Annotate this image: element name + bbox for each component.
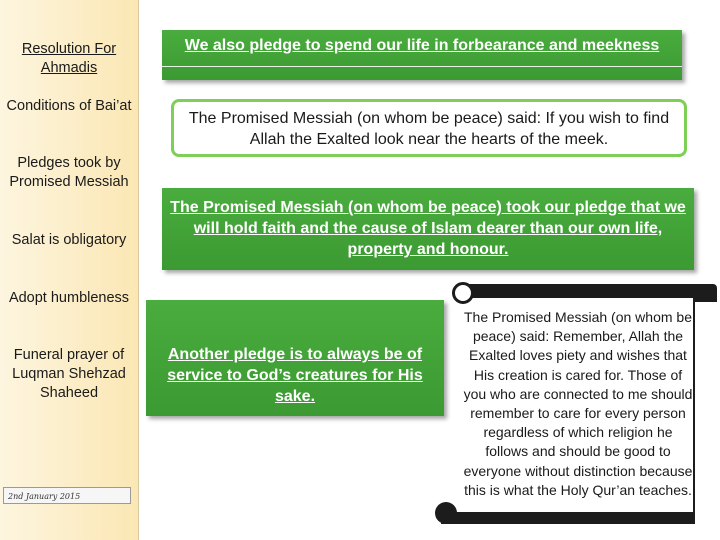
sidebar-item-humbleness[interactable]	[0, 289, 138, 308]
pledge-meekness-text: We also pledge to spend our life in forbearance and meekness	[184, 37, 660, 54]
scroll-paper	[457, 298, 695, 524]
scroll-curl-icon	[435, 502, 457, 524]
sidebar-item-resolution[interactable]	[0, 40, 138, 78]
date-label: 2nd January 2015	[3, 487, 131, 504]
sidebar-item-funeral[interactable]	[0, 346, 138, 403]
sidebar-item-label: Resolution For Ahmadis	[21, 41, 117, 76]
sidebar-item-conditions[interactable]	[0, 97, 138, 116]
service-pledge-text: Another pledge is to always be of service to God’s creatures for His sake.	[167, 346, 423, 405]
service-pledge-box	[146, 300, 444, 416]
sidebar-item-label: Pledges took by Promised Messiah	[9, 155, 129, 190]
sidebar-nav	[0, 0, 139, 540]
scroll-quote-text: The Promised Messiah (on whom be peace) said: Remember, Allah the Exalted loves piety and wishes that His creation is cared for. Those of you who are connected to me should remember to care for every person regardless of which religion he follows and should be good to everyone without distinction because this is what the Holy Qur’an teaches.	[463, 309, 693, 498]
sidebar-item-label: Conditions of Bai’at	[6, 98, 132, 114]
faith-pledge-text: The Promised Messiah (on whom be peace) took our pledge that we will hold faith and the cause of Islam dearer than our own life, property and honour.	[170, 199, 686, 258]
meek-hearts-quote-text: The Promised Messiah (on whom be peace) said: If you wish to find Allah the Exalted look near the hearts of the meek.	[188, 110, 670, 148]
faith-pledge-box	[162, 188, 694, 270]
meek-hearts-quote-box	[171, 99, 687, 157]
pledge-meekness-box	[162, 30, 682, 80]
sidebar-item-pledges[interactable]	[0, 154, 138, 192]
scroll-curl-icon	[452, 282, 474, 304]
sidebar-item-label: Funeral prayer of Luqman Shehzad Shaheed	[12, 347, 126, 401]
sidebar-item-label: Salat is obligatory	[11, 232, 127, 248]
scroll-bottom-roll	[441, 512, 693, 524]
sidebar-item-label: Adopt humbleness	[8, 290, 130, 306]
sidebar-item-salat[interactable]	[0, 231, 138, 250]
quote-scroll	[455, 284, 717, 524]
